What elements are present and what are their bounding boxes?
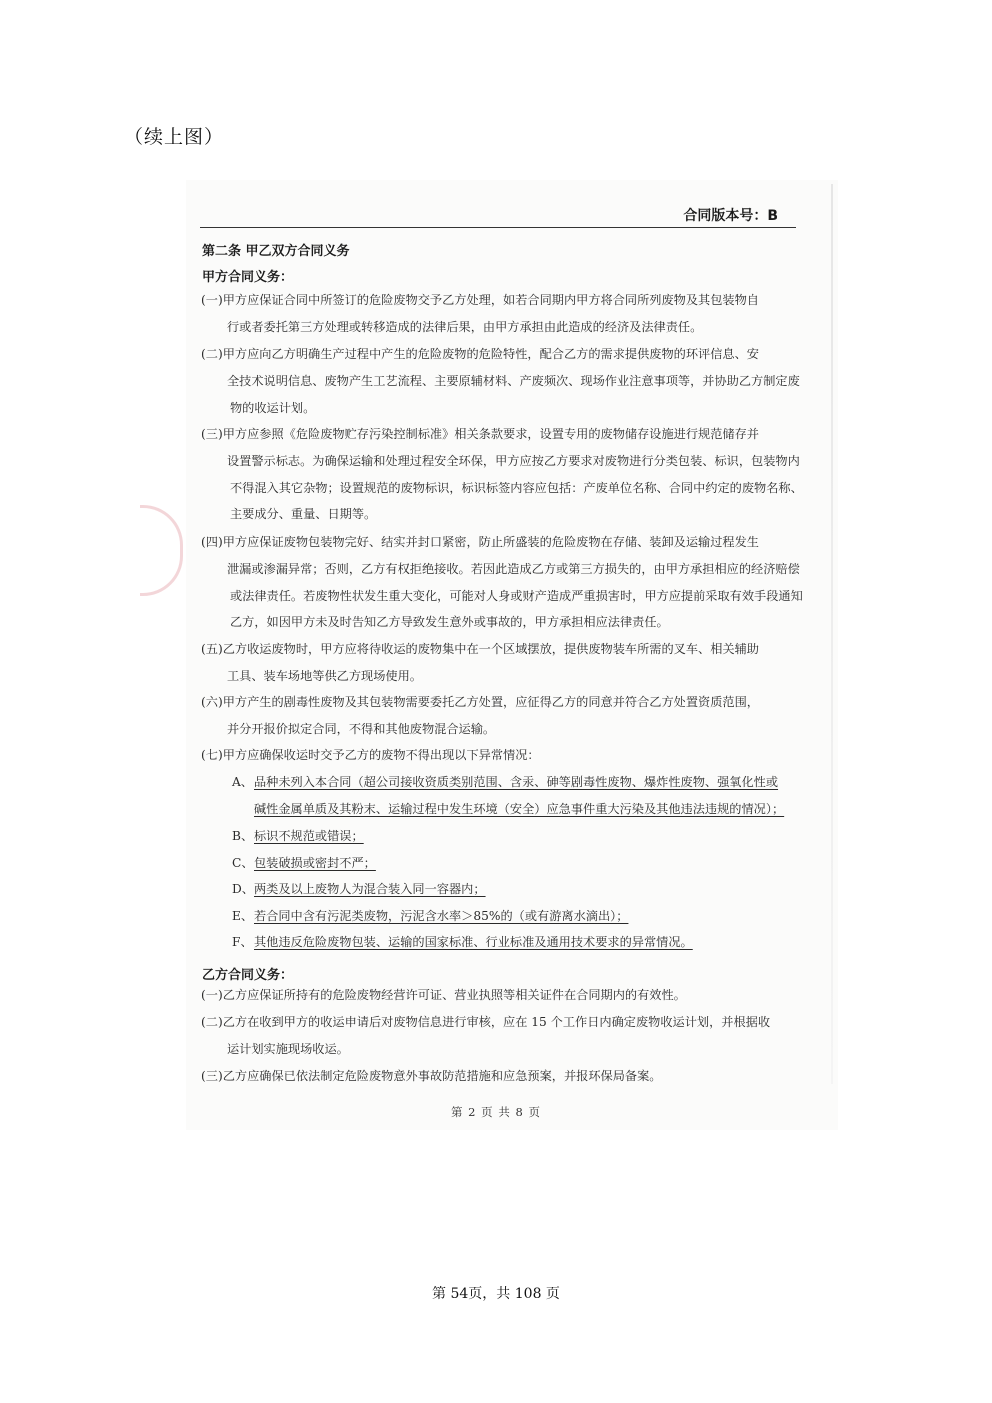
contract-version-header [200, 205, 796, 228]
party-a-item-4-rest: 泄漏或渗漏异常；否则，乙方有权拒绝接收。若因此造成乙方或第三方损失的，由甲方承担相应的经济赔偿或法律责任。若废物性状发生重大变化，可能对人身或财产造成严重损害时，甲方应提前采取有效手段通知乙方，如因甲方未及时告知乙方导致发生意外或事故的，甲方承担相应法律责任。 [227, 561, 803, 630]
party-a-item-7 [201, 742, 804, 769]
anomaly-letter: F、 [232, 935, 253, 949]
party-a-item-1-first: (一)甲方应保证合同中所签订的危险废物交予乙方处理，如若合同期内甲方将合同所列废物及其包装物自 [201, 293, 759, 307]
anomaly-text: 若合同中含有污泥类废物，污泥含水率＞85%的（或有游离水滴出）； [254, 909, 629, 923]
anomaly-text: 两类及以上废物人为混合装入同一容器内； [254, 882, 486, 896]
page-number: 第 54页，共 108 页 [432, 1286, 560, 1302]
anomaly-letter: B、 [232, 829, 254, 843]
party-b-item-1-first: (一)乙方应保证所持有的危险废物经营许可证、营业执照等相关证件在合同期内的有效性。 [201, 988, 686, 1002]
party-a-item-2 [201, 341, 804, 421]
party-a-item-5-first: (五)乙方收运废物时，甲方应将待收运的废物集中在一个区域摆放，提供废物装车所需的叉车、相关辅助 [201, 642, 759, 656]
party-a-item-3 [201, 421, 804, 528]
party-a-item-2-rest: 全技术说明信息、废物产生工艺流程、主要原辅材料、产废频次、现场作业注意事项等，并协助乙方制定废物的收运计划。 [227, 373, 800, 415]
party-a-item-6 [201, 689, 804, 743]
party-a-item-3-rest: 设置警示标志。为确保运输和处理过程安全环保，甲方应按乙方要求对废物进行分类包装、标识，包装物内不得混入其它杂物；设置规范的废物标识，标识标签内容应包括：产废单位名称、合同中约定的废物名称、主要成分、重量、日期等。 [227, 453, 803, 522]
anomaly-item-a [232, 769, 812, 823]
anomaly-text: 标识不规范或错误； [254, 829, 364, 843]
party-b-item-3-first: (三)乙方应确保已依法制定危险废物意外事故防范措施和应急预案，并报环保局备案。 [201, 1069, 662, 1083]
anomaly-letter: D、 [232, 882, 254, 896]
party-a-item-1 [201, 287, 804, 341]
anomaly-letter: E、 [232, 909, 254, 923]
party-a-item-4 [201, 529, 804, 636]
party-a-item-2-first: (二)甲方应向乙方明确生产过程中产生的危险废物的危险特性，配合乙方的需求提供废物的环评信息、安 [201, 347, 759, 361]
party-a-item-7-first: (七)甲方应确保收运时交予乙方的废物不得出现以下异常情况： [201, 748, 540, 762]
party-a-item-6-rest: 并分开报价拟定合同，不得和其他废物混合运输。 [227, 721, 496, 736]
anomaly-text: 包装破损或密封不严； [254, 856, 376, 870]
anomaly-item-c [232, 850, 812, 877]
anomaly-item-b [232, 823, 812, 850]
anomaly-text-cont: 碱性金属单质及其粉末、运输过程中发生环境（安全）应急事件重大污染及其他违法违规的情况）； [254, 801, 785, 816]
party-a-item-3-first: (三)甲方应参照《危险废物贮存污染控制标准》相关条款要求，设置专用的废物储存设施进行规范储存并 [201, 427, 759, 441]
anomaly-letter: A、 [232, 775, 253, 789]
party-a-item-5 [201, 636, 804, 690]
party-b-item-2-rest: 运计划实施现场收运。 [227, 1041, 349, 1056]
party-b-item-3 [201, 1063, 804, 1090]
scan-page-number: 第 2 页 共 8 页 [451, 1105, 541, 1119]
party-a-item-5-rest: 工具、装车场地等供乙方现场使用。 [227, 668, 422, 683]
continued-label: （续上图） [124, 126, 225, 148]
anomaly-text: 品种未列入本合同（超公司接收资质类别范围、含汞、砷等剧毒性废物、爆炸性废物、强氧化性或 [254, 775, 779, 789]
anomaly-letter: C、 [232, 856, 254, 870]
article-title: 第二条 甲乙双方合同义务 [202, 244, 350, 259]
party-b-item-2-first: (二)乙方在收到甲方的收运申请后对废物信息进行审核，应在 15 个工作日内确定废物收运计划，并根据收 [201, 1015, 771, 1029]
party-a-heading: 甲方合同义务： [202, 270, 294, 285]
anomaly-text: 其他违反危险废物包装、运输的国家标准、行业标准及通用技术要求的异常情况。 [254, 935, 693, 949]
anomaly-item-f [232, 929, 812, 956]
seal-stamp-fragment [140, 505, 183, 596]
party-a-item-1-rest: 行或者委托第三方处理或转移造成的法律后果，由甲方承担由此造成的经济及法律责任。 [227, 319, 703, 334]
party-b-heading: 乙方合同义务： [202, 968, 294, 983]
anomaly-item-e [232, 903, 812, 930]
contract-version: 合同版本号：B [683, 208, 778, 224]
party-b-item-1 [201, 982, 804, 1009]
party-a-item-4-first: (四)甲方应保证废物包装物完好、结实并封口紧密，防止所盛装的危险废物在存储、装卸及运输过程发生 [201, 535, 759, 549]
scan-edge [831, 184, 833, 1084]
anomaly-item-d [232, 876, 812, 903]
party-b-item-2 [201, 1009, 804, 1063]
party-a-item-6-first: (六)甲方产生的剧毒性废物及其包装物需要委托乙方处置，应征得乙方的同意并符合乙方处置资质范围， [201, 695, 759, 709]
